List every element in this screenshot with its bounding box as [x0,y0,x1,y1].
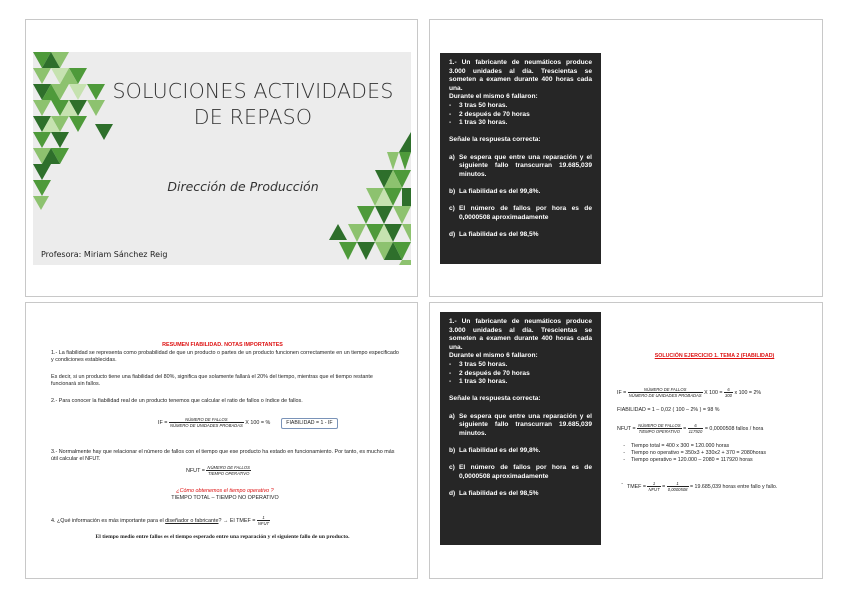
answer-option-d: d) La fiabilidad es del 98,5% [449,489,539,497]
solution-if: IF = $\frac{\text{NÚMERO DE FALLOS}}{\text{NÚMERO DE UNIDADES PROBADAS}}$ X 100 = $\frac{6}{300}$ x 100 = 2% [617,387,762,398]
fiabilidad-box: FIABILIDAD = 1 - IF [281,418,337,429]
summary-heading: RESUMEN FIABILIDAD. NOTAS IMPORTANTES [162,342,283,348]
summary-slide [26,303,418,579]
answer-option-c: c) El número de fallos por hora es de 0,0000508 aproximadamente [449,205,592,221]
title-slide [33,52,411,265]
solution-fiabilidad: FIABILIDAD = 1 – 0,02 ( 100 – 2% ) = 98 % [617,407,720,413]
list-item: - Tiempo total = 400 x 300 = 120.000 horas [623,443,730,449]
slide-1-thumbnail[interactable] [25,19,418,297]
nfut-formula: NFUT = $\frac{\text{NÚMERO DE FALLOS}}{\text{TIEMPO OPERATIVO}}$ [186,465,250,476]
summary-paragraph-4: 3.- Normalmente hay que relacionar el número de fallos con el tiempo que ese producto ha estado en funcionamiento. Por tanto, es mucho más útil calcular el NFUT. [51,449,395,462]
operativo-question: ¿Cómo obtenemos el tiempo operativo ? [176,488,274,494]
solution-heading: SOLUCIÓN EJERCICIO 1. TEMA 2 (FIABILIDAD) [654,353,775,359]
list-item: - 3 tras 50 horas. [449,101,508,109]
operativo-formula: TIEMPO TOTAL – TIEMPO NO OPERATIVO [171,495,279,501]
question-box [440,53,601,264]
list-item: - 2 después de 70 horas [449,110,530,118]
title-line-2: DE REPASO [193,105,313,129]
list-item: - 2 después de 70 horas [449,369,530,377]
answer-option-b: b) La fiabilidad es del 99,8%. [449,187,541,195]
if-formula: IF = $\frac{\text{NÚMERO DE FALLOS}}{\text{NÚMERO DE UNIDADES PROBADAS}}$ X 100 = % FIABILIDAD = 1 - IF [158,417,398,429]
slide-4-thumbnail[interactable] [429,302,823,579]
list-item: - Tiempo operativo = 120.000 – 2080 = 117920 horas [623,457,753,463]
question-prompt: Señale la respuesta correcta: [449,136,541,144]
slide-2-thumbnail[interactable] [429,19,823,297]
slide-title [103,78,403,130]
summary-paragraph-5: 4. ¿Qué información es más importante para el diseñador o fabricante? → El TMEF = $\frac{1}{\text{NFUT}}$ [51,515,270,526]
list-item: - Tiempo no operativo = 350x3 + 330x2 + 370 = 2080horas [623,450,766,456]
author-label: Profesora: Miriam Sánchez Reig [41,250,168,259]
summary-paragraph-3: 2.- Para conocer la fiabilidad real de un producto tenemos que calcular el ratio de fallos o índice de fallos. [51,398,303,404]
answer-option-c: c) El número de fallos por hora es de 0,0000508 aproximadamente [449,464,592,480]
list-item: - 3 tras 50 horas. [449,360,508,368]
answer-option-d: d) La fiabilidad es del 98,5% [449,230,539,238]
slide-subtitle: Dirección de Producción [167,179,319,194]
designer-link: diseñador o fabricante [165,517,219,524]
summary-conclusion: El tiempo medio entre fallos es el tiempo esperado entre una reparación y el siguiente fallo de un producto. [95,534,350,540]
question-during: Durante el mismo 6 fallaron: [449,352,538,360]
summary-paragraph-2: Es decir, si un producto tiene una fiabilidad del 80%, significa que solamente fallará el 20% del tiempo, mientras que el tiempo restante funcionará sin fallos. [51,374,373,387]
summary-paragraph-1: 1.- La fiabilidad se representa como probabilidad de que un producto o partes de un producto funcionen correctamente en un tiempo especificado y condiciones establecidas. [51,350,399,363]
solution-nfut: NFUT = $\frac{\text{NÚMERO DE FALLOS}}{\text{TIEMPO OPERATIVO}}$ = $\frac{6}{117920}$ = 0,0000508 fallos / hora [617,423,764,434]
question-intro: 1.- Un fabricante de neumáticos produce 3.000 unidades al día. Trescientas se someten a examen durante 400 horas cada una. [449,59,592,92]
answer-option-b: b) La fiabilidad es del 99,8%. [449,446,541,454]
answer-option-a: a) Se espera que entre una reparación y el siguiente fallo transcurran 19.685,039 minutos. [449,412,592,437]
question-prompt: Señale la respuesta correcta: [449,395,541,403]
list-item: - 1 tras 30 horas. [449,378,508,386]
title-line-1: SOLUCIONES ACTIVIDADES [112,79,394,103]
question-intro: 1.- Un fabricante de neumáticos produce 3.000 unidades al día. Trescientas se someten a examen durante 400 horas cada una. [449,318,592,351]
solution-tmef: - TMEF = $\frac{1}{\text{NFUT}}$ = $\frac{1}{0,0000508}$ = 19.685,039 horas entre fallo y fallo. [621,481,778,492]
answer-option-a: a) Se espera que entre una reparación y el siguiente fallo transcurran 19.685,039 minutos. [449,153,592,178]
question-box [440,312,601,545]
solution-panel [612,303,817,579]
slide-3-thumbnail[interactable] [25,302,418,579]
list-item: - 1 tras 30 horas. [449,119,508,127]
question-during: Durante el mismo 6 fallaron: [449,93,538,101]
solution-times [617,443,817,464]
